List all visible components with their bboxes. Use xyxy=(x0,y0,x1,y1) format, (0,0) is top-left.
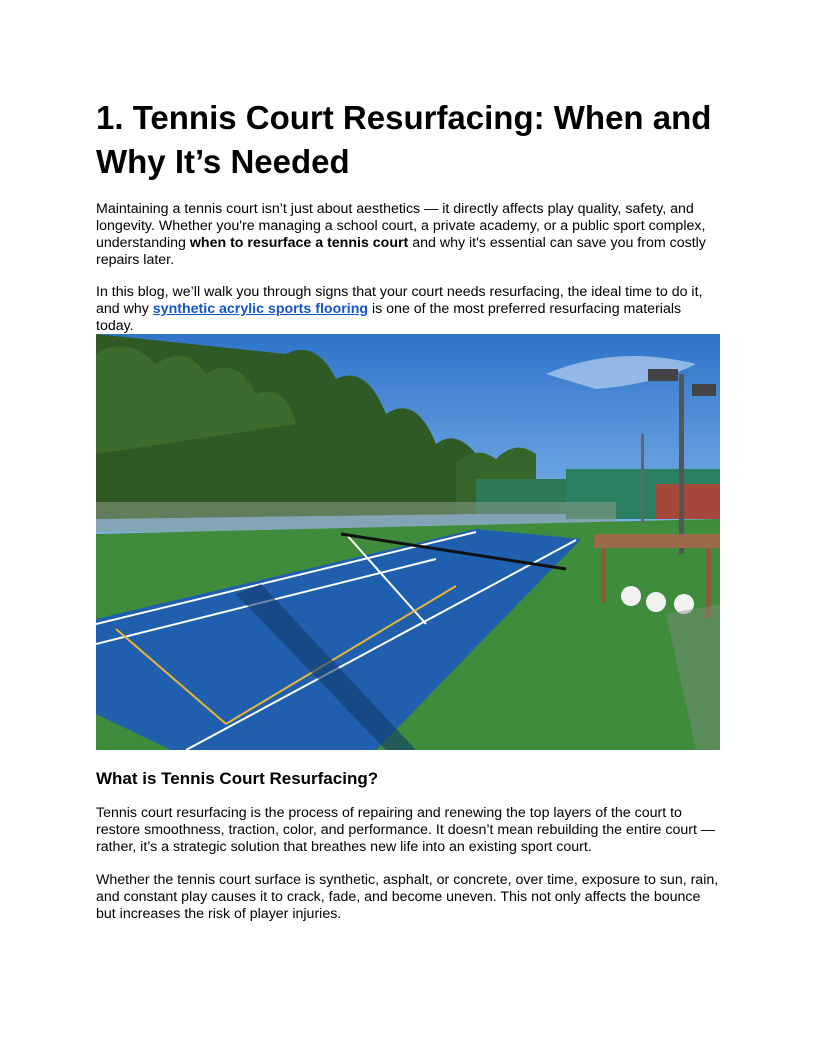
chair xyxy=(646,592,666,612)
light-fixture xyxy=(692,384,716,396)
intro-text-start: Maintaining a tennis court isn’t just about aesthetics — it directly affects play quality, safety, and longevity. Whether you're managing a school court, a private academy, or a public sport complex, understanding xyxy=(96,201,706,251)
pergola xyxy=(594,534,720,548)
synthetic-flooring-link[interactable]: synthetic acrylic sports flooring xyxy=(152,301,369,317)
intro-text-end: and why it's essential can save you from costly repairs later. xyxy=(96,235,706,268)
pergola-post xyxy=(601,548,606,603)
section-heading: What is Tennis Court Resurfacing? xyxy=(96,769,379,788)
blog-text-start: In this blog, we’ll walk you through signs that your court needs resurfacing, the ideal time to do it, and why xyxy=(96,284,703,317)
blog-text-end: is one of the most preferred resurfacing materials today. xyxy=(96,301,682,334)
page-title: 1. Tennis Court Resurfacing: When and Why It’s Needed xyxy=(96,99,712,180)
intro-paragraph xyxy=(96,201,720,269)
blog-paragraph xyxy=(96,284,720,335)
light-pole xyxy=(641,434,644,524)
intro-bold-phrase: when to resurface a tennis court xyxy=(189,235,409,251)
tennis-court-photo xyxy=(96,334,720,750)
building-wall xyxy=(656,484,720,519)
section-paragraph-2: Whether the tennis court surface is synthetic, asphalt, or concrete, over time, exposure to sun, rain, and constant play causes it to crack, fade, and become uneven. This not only affects the bounce but increases the risk of player injuries. xyxy=(96,872,719,922)
light-fixture xyxy=(648,369,678,381)
light-pole xyxy=(679,374,684,554)
section-paragraph-1: Tennis court resurfacing is the process of repairing and renewing the top layers of the court to restore smoothness, traction, color, and performance. It doesn’t mean rebuilding the entire court — rather, it’s a strategic solution that breathes new life into an existing sport court. xyxy=(96,805,716,855)
chair xyxy=(621,586,641,606)
